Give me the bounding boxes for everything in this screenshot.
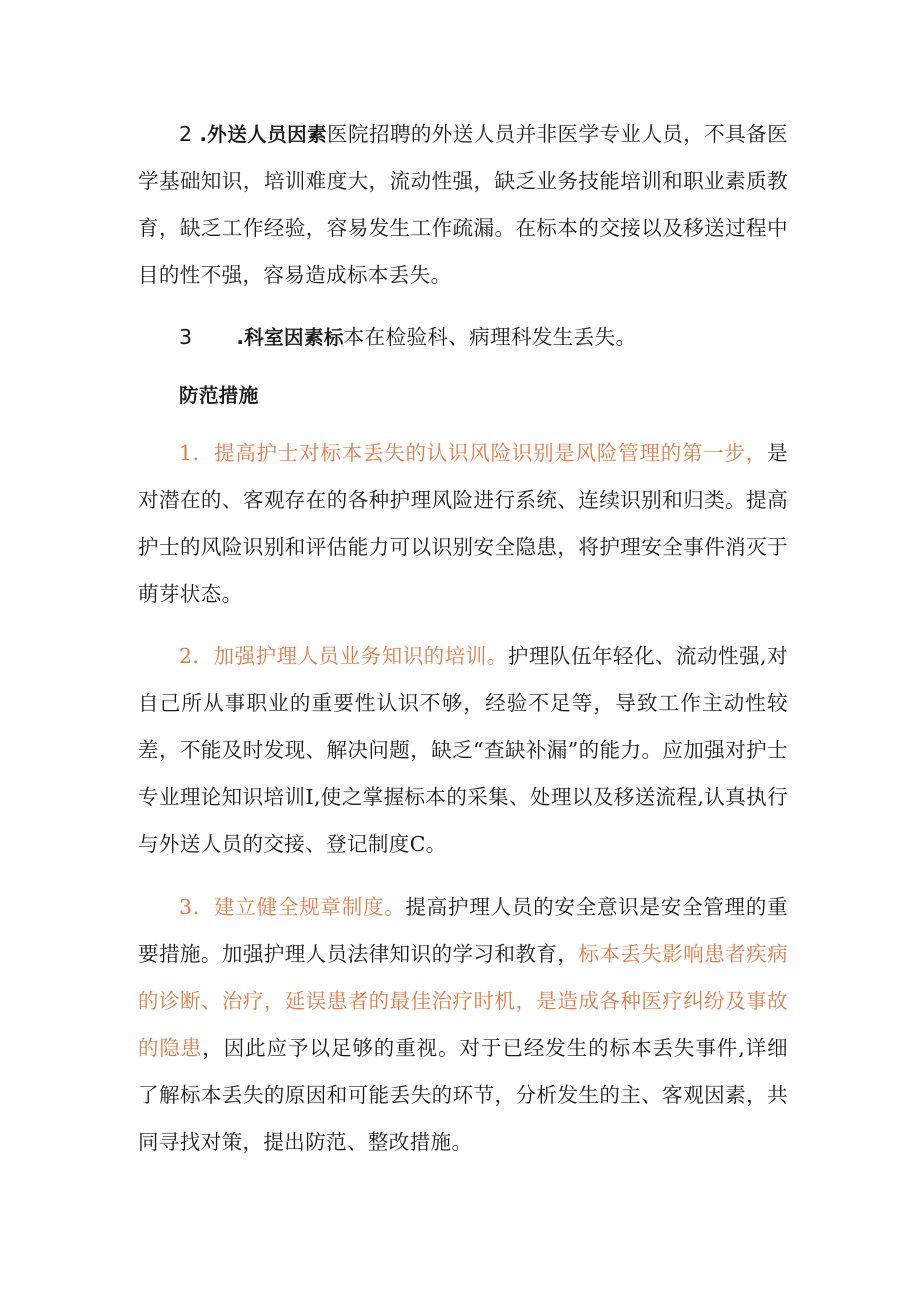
measure-2-paragraph [138, 633, 788, 868]
measure-1-highlight: 1．提高护士对标本丢失的认识风险识别是风险管理的第一步， [179, 441, 768, 465]
measure-1-paragraph [138, 430, 788, 618]
measure-3-highlight: 3．建立健全规章制度。 [179, 895, 406, 919]
measure-3-body-2: ，因此应予以足够的重视。对于已经发生的标本丢失事件,详细了解标本丢失的原因和可能丢失的环节，分析发生的主、客观因素，共同寻找对策，提出防范、整改措施。 [138, 1036, 788, 1154]
section-3-paragraph [138, 314, 788, 361]
measure-3-body-1: 提高护理人员的安全意识是安全管理的重要措施。加强护理人员法律知识的学习和教育， [138, 895, 788, 966]
section-2-number: 2 [179, 122, 193, 146]
section-3-number: 3 [179, 325, 193, 349]
measure-3-highlight-2: 标本丢失影响患者疾病的诊断、治疗，延误患者的最佳治疗时机，是造成各种医疗纠纷及事故的隐患 [138, 942, 789, 1060]
section-2-paragraph [138, 111, 788, 299]
measure-2-highlight: 2．加强护理人员业务知识的培训。 [179, 644, 508, 668]
measure-3-paragraph [138, 884, 788, 1166]
measures-heading: 防范措施 [179, 384, 259, 407]
section-3-title: .科室因素标 [236, 326, 344, 349]
measure-2-body: 护理队伍年轻化、流动性强,对自己所从事职业的重要性认识不够，经验不足等，导致工作主动性较差，不能及时发现、解决问题，缺乏“查缺补漏”的能力。应加强对护士专业理论知识培训I,使之掌握标本的采集、处理以及移送流程,认真执行与外送人员的交接、登记制度C。 [138, 644, 788, 856]
section-3-body: 本在检验科、病理科发生丢失。 [343, 325, 637, 349]
section-2-title: .外送人员因素 [199, 123, 328, 146]
measure-1-body: 是对潜在的、客观存在的各种护理风险进行系统、连续识别和归类。提高护士的风险识别和评估能力可以识别安全隐患，将护理安全事件消灭于萌芽状态。 [138, 441, 788, 606]
section-2-body: 医院招聘的外送人员并非医学专业人员，不具备医学基础知识，培训难度大，流动性强，缺乏业务技能培训和职业素质教育，缺乏工作经验，容易发生工作疏漏。在标本的交接以及移送过程中目的性不强，容易造成标本丢失。 [138, 122, 788, 287]
measures-heading-paragraph [138, 372, 788, 419]
